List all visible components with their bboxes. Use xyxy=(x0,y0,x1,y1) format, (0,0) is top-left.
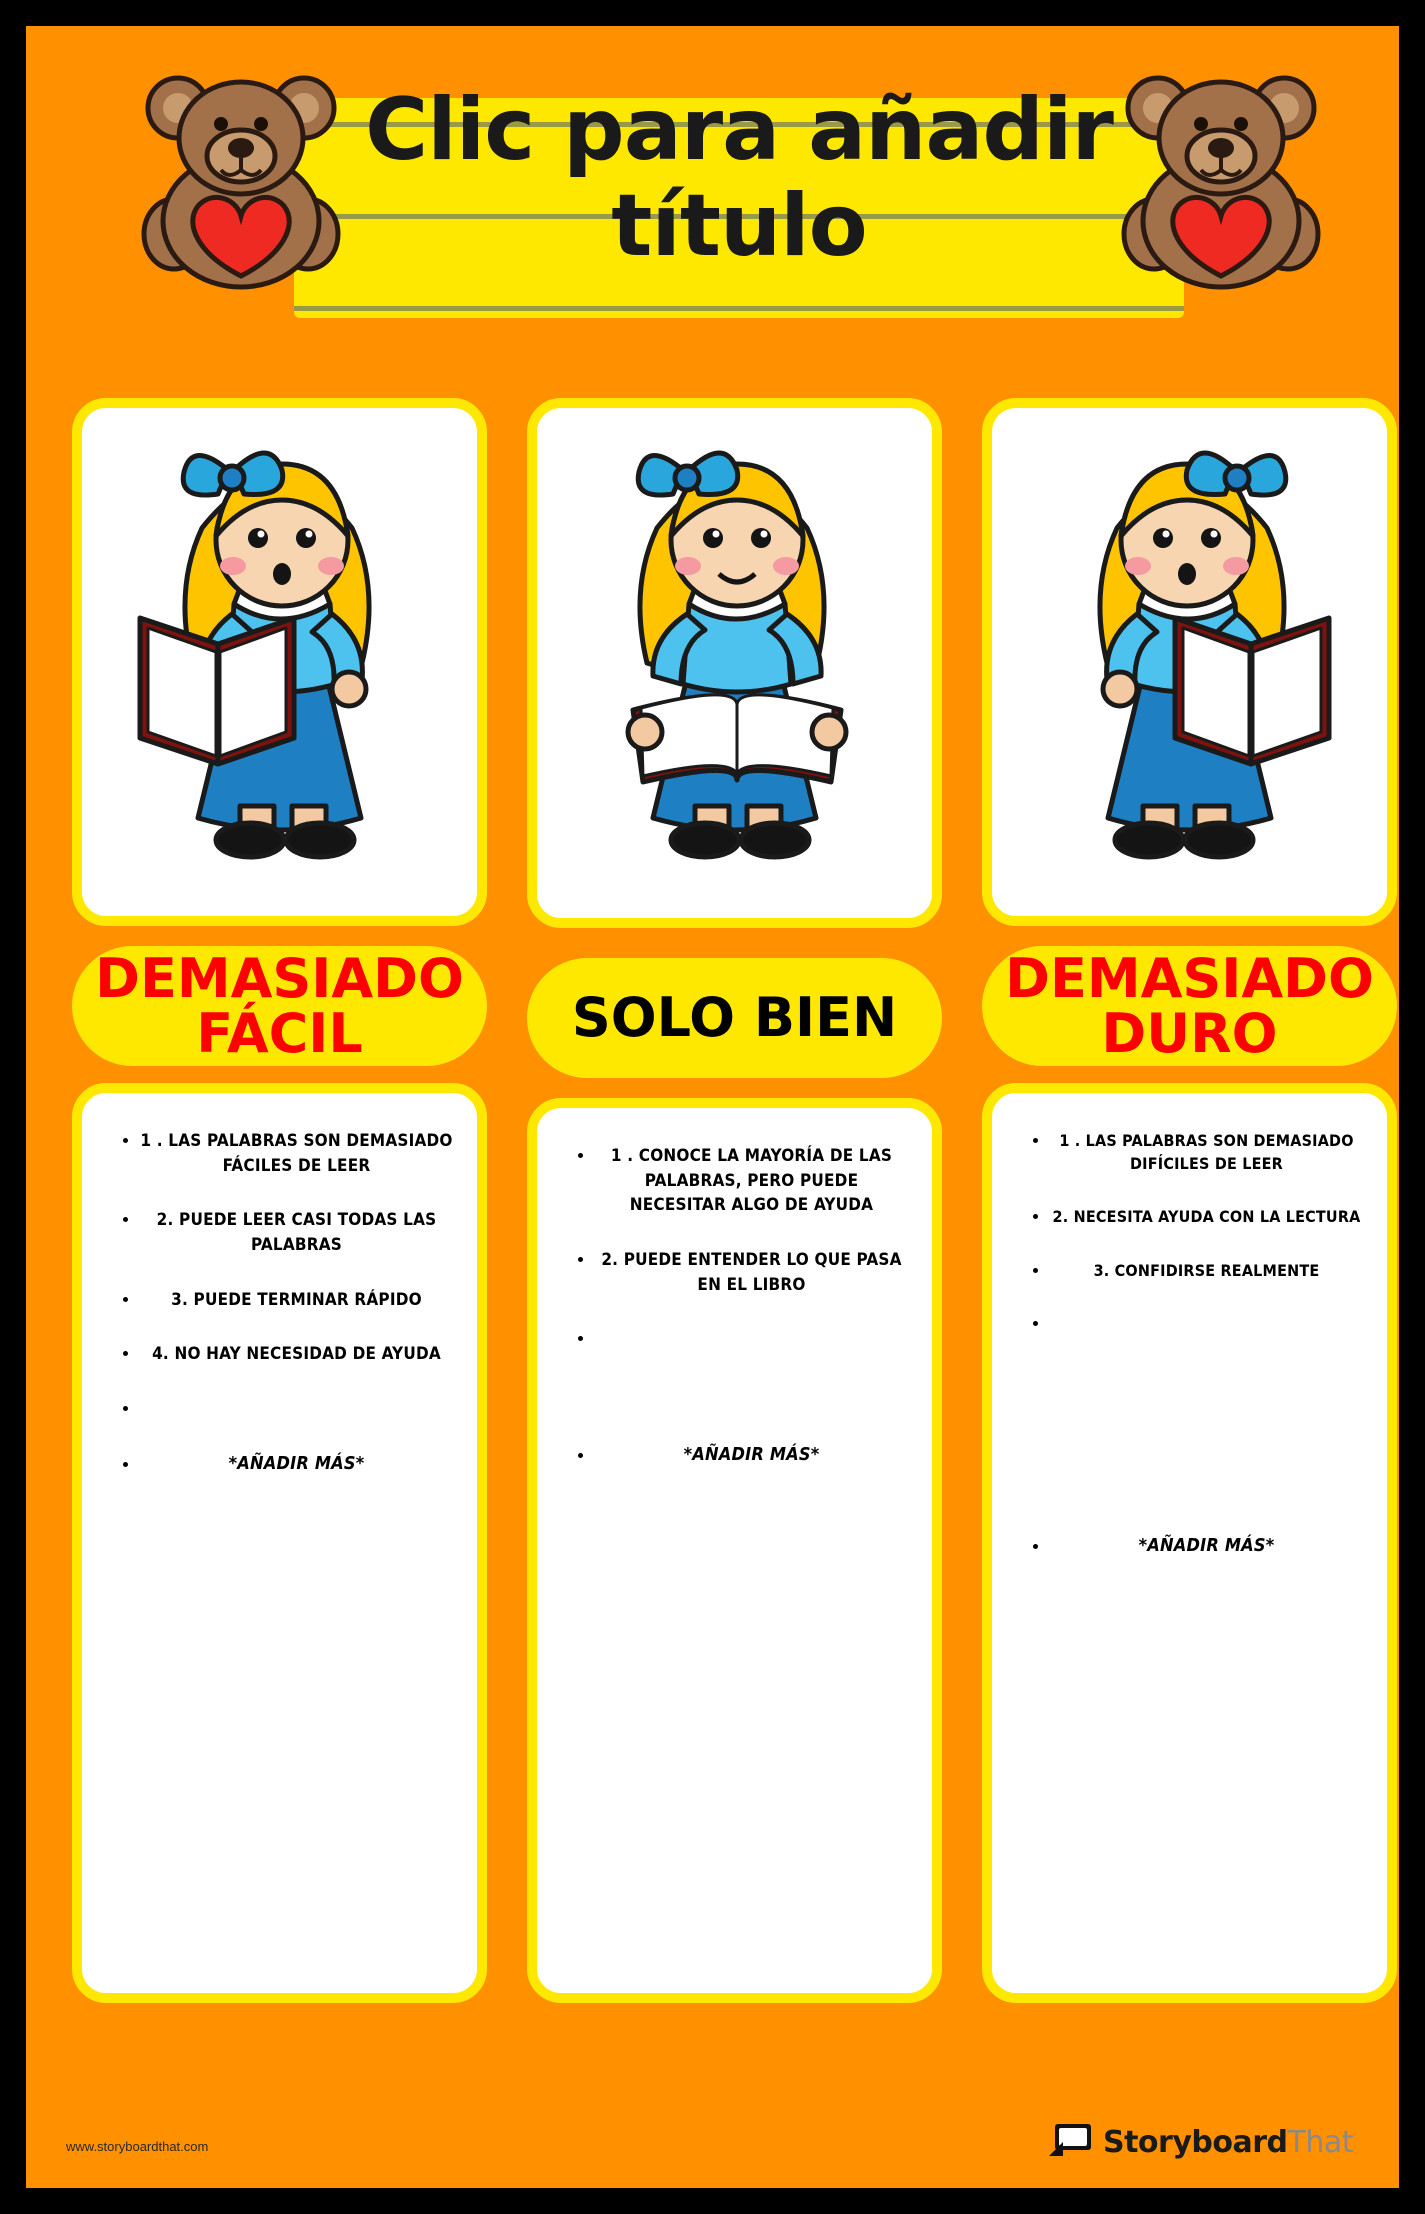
column-too-easy xyxy=(72,398,487,2058)
brand-name xyxy=(1103,2125,1353,2160)
bullet-list xyxy=(1010,1129,1369,1559)
list-item[interactable] xyxy=(1050,1425,1363,1447)
list-item[interactable]: • 1 . CONOCE LA MAYORÍA DE LAS PALABRAS, PERO PUEDE NECESITAR ALGO DE AYUDA xyxy=(595,1144,908,1218)
teddy-bear-icon xyxy=(136,56,346,301)
list-item[interactable]: • 2. PUEDE ENTENDER LO QUE PASA EN EL LIBRO xyxy=(595,1248,908,1297)
column-too-hard xyxy=(982,398,1397,2058)
bullet-list xyxy=(555,1144,914,1468)
girl-reading-icon xyxy=(82,408,477,916)
list-card-too-easy[interactable] xyxy=(72,1083,487,2003)
list-item-add-more[interactable]: • *AÑADIR MÁS* xyxy=(1050,1533,1363,1559)
teddy-bear-icon xyxy=(1116,56,1326,301)
footer-url[interactable]: www.storyboardthat.com xyxy=(66,2139,209,2154)
speech-bubble-icon xyxy=(1047,2122,1093,2162)
list-item[interactable]: • 2. PUEDE LEER CASI TODAS LAS PALABRAS xyxy=(140,1208,453,1257)
title-band-line xyxy=(294,306,1184,311)
poster-header xyxy=(26,26,1399,356)
column-label-just-right[interactable]: SOLO BIEN xyxy=(527,958,942,1078)
illustration-card[interactable] xyxy=(72,398,487,926)
poster-columns xyxy=(26,398,1399,2058)
girl-reading-icon xyxy=(992,408,1387,916)
column-label-too-hard[interactable]: DEMASIADO DURO xyxy=(982,946,1397,1066)
list-item[interactable]: • 1 . LAS PALABRAS SON DEMASIADO DIFÍCILES DE LEER xyxy=(1050,1129,1363,1175)
list-item[interactable]: • 1 . LAS PALABRAS SON DEMASIADO FÁCILES DE LEER xyxy=(140,1129,453,1178)
brand-logo[interactable] xyxy=(1047,2122,1353,2162)
poster-footer xyxy=(26,2068,1399,2188)
illustration-card[interactable] xyxy=(982,398,1397,926)
illustration-card[interactable] xyxy=(527,398,942,928)
list-item[interactable] xyxy=(140,1397,453,1422)
brand-name-first: Storyboard xyxy=(1102,2124,1288,2160)
list-item-add-more[interactable]: • *AÑADIR MÁS* xyxy=(140,1451,453,1477)
bullet-list xyxy=(100,1129,459,1478)
column-label-too-easy[interactable]: DEMASIADO FÁCIL xyxy=(72,946,487,1066)
girl-open-book-icon xyxy=(537,408,932,918)
page-title[interactable]: Clic para añadir título xyxy=(365,82,1113,275)
list-item[interactable]: • 2. NECESITA AYUDA CON LA LECTURA xyxy=(1050,1205,1363,1228)
list-item[interactable] xyxy=(595,1327,908,1352)
list-card-too-hard[interactable] xyxy=(982,1083,1397,2003)
list-item[interactable]: • 3. PUEDE TERMINAR RÁPIDO xyxy=(140,1288,453,1313)
list-item[interactable]: • 3. CONFIDIRSE REALMENTE xyxy=(1050,1259,1363,1282)
list-item[interactable]: • 4. NO HAY NECESIDAD DE AYUDA xyxy=(140,1342,453,1367)
brand-name-second: That xyxy=(1287,2124,1353,2160)
list-card-just-right[interactable] xyxy=(527,1098,942,2003)
list-item[interactable] xyxy=(1050,1312,1363,1335)
list-item-add-more[interactable]: • *AÑADIR MÁS* xyxy=(595,1442,908,1468)
column-just-right xyxy=(527,398,942,2058)
